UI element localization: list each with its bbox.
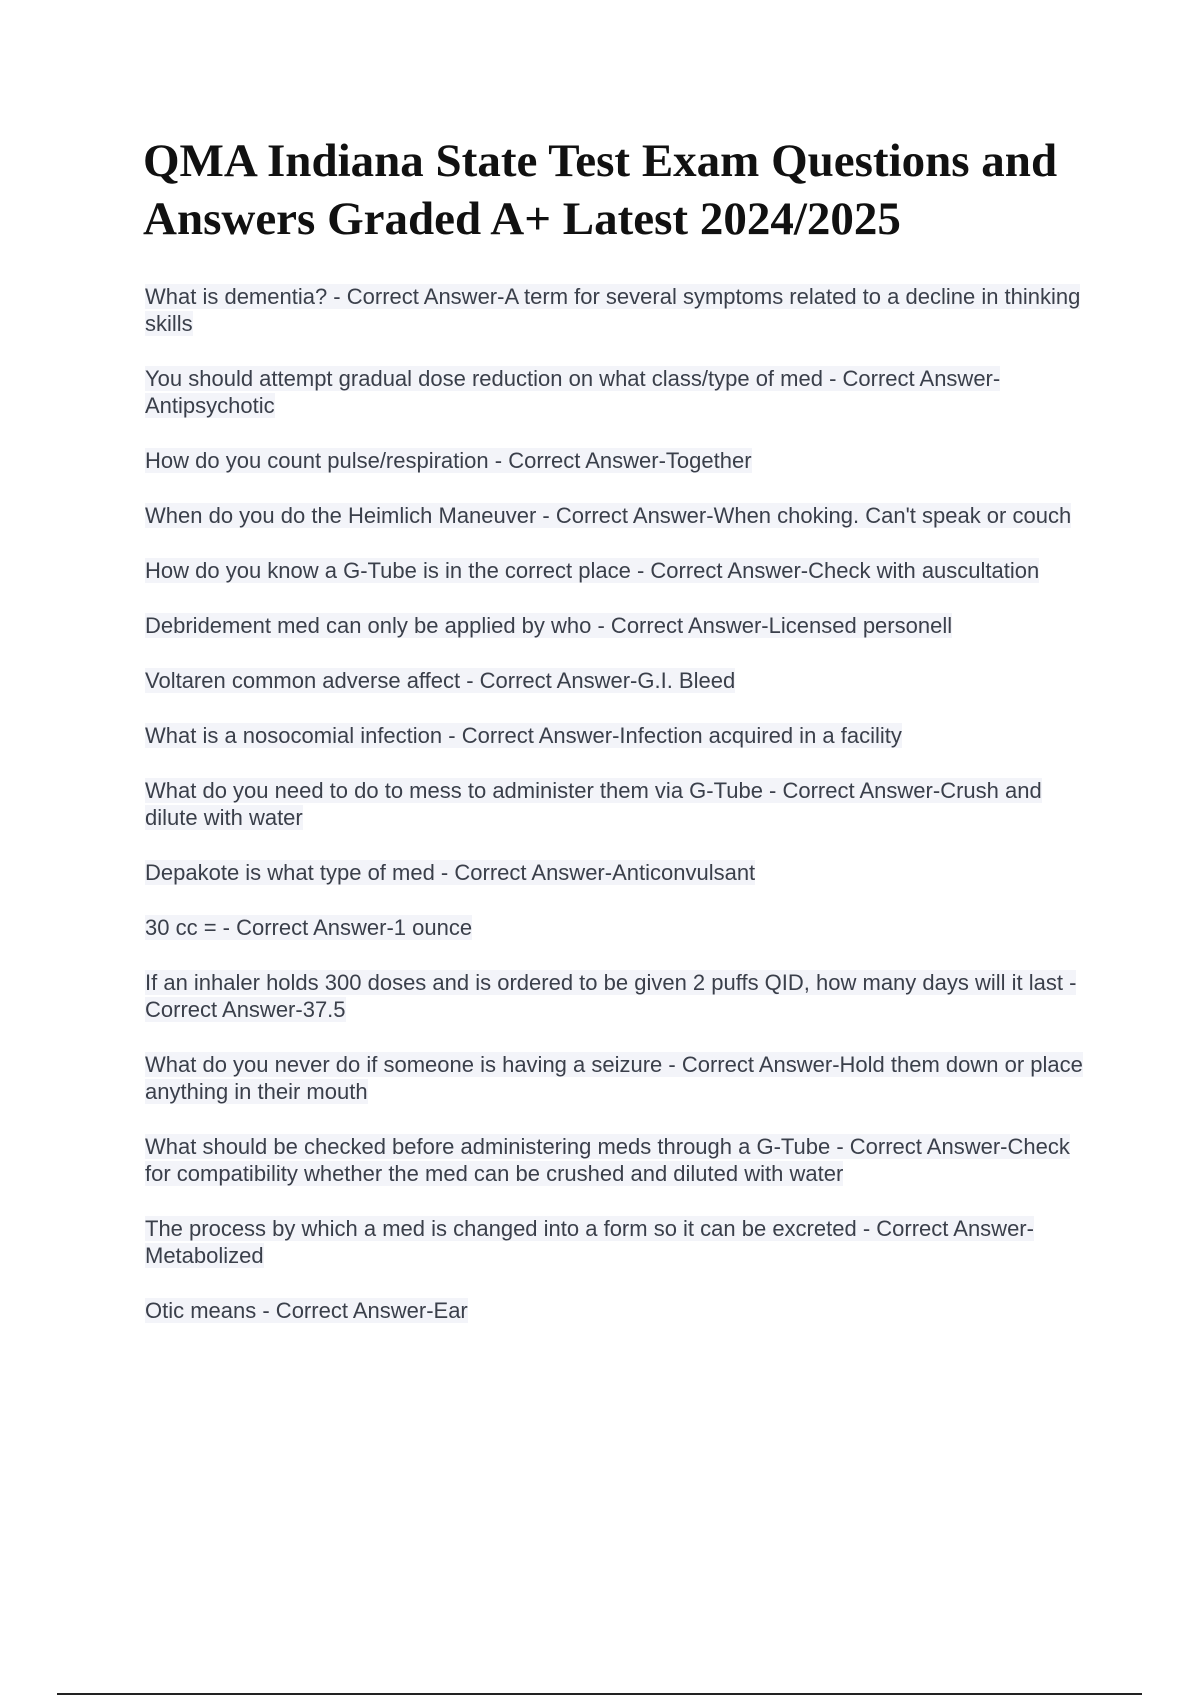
- qa-item: [145, 447, 1100, 474]
- qa-text: Voltaren common adverse affect - Correct Answer-G.I. Bleed: [145, 668, 736, 693]
- page-bottom-rule: [57, 1693, 1142, 1695]
- qa-item: [145, 914, 1100, 941]
- qa-text: How do you know a G-Tube is in the correct place - Correct Answer-Check with auscultation: [145, 558, 1040, 583]
- qa-item: [145, 777, 1100, 831]
- qa-text: What should be checked before administering meds through a G-Tube - Correct Answer-Check for compatibility whether the med can be crushed and diluted with water: [145, 1134, 1070, 1186]
- qa-item: [145, 1297, 1100, 1324]
- qa-item: [145, 667, 1100, 694]
- question-answer-list: [145, 283, 1100, 1352]
- qa-text: If an inhaler holds 300 doses and is ordered to be given 2 puffs QID, how many days will it last - Correct Answer-37.5: [145, 970, 1077, 1022]
- qa-text: Otic means - Correct Answer-Ear: [145, 1298, 468, 1323]
- qa-item: [145, 557, 1100, 584]
- qa-text: How do you count pulse/respiration - Correct Answer-Together: [145, 448, 752, 473]
- qa-item: [145, 1215, 1100, 1269]
- qa-item: [145, 283, 1100, 337]
- qa-item: [145, 502, 1100, 529]
- qa-text: Debridement med can only be applied by who - Correct Answer-Licensed personell: [145, 613, 953, 638]
- qa-text: 30 cc = - Correct Answer-1 ounce: [145, 915, 473, 940]
- qa-item: [145, 722, 1100, 749]
- qa-text: You should attempt gradual dose reduction on what class/type of med - Correct Answer-Antipsychotic: [145, 366, 1001, 418]
- qa-item: [145, 612, 1100, 639]
- qa-text: What do you never do if someone is having a seizure - Correct Answer-Hold them down or place anything in their mouth: [145, 1052, 1083, 1104]
- qa-item: [145, 859, 1100, 886]
- qa-text: Depakote is what type of med - Correct Answer-Anticonvulsant: [145, 860, 756, 885]
- qa-text: What is dementia? - Correct Answer-A term for several symptoms related to a decline in thinking skills: [145, 284, 1081, 336]
- qa-item: [145, 365, 1100, 419]
- qa-text: When do you do the Heimlich Maneuver - Correct Answer-When choking. Can't speak or couch: [145, 503, 1072, 528]
- qa-text: What is a nosocomial infection - Correct Answer-Infection acquired in a facility: [145, 723, 902, 748]
- qa-item: [145, 969, 1100, 1023]
- qa-item: [145, 1051, 1100, 1105]
- qa-item: [145, 1133, 1100, 1187]
- qa-text: What do you need to do to mess to administer them via G-Tube - Correct Answer-Crush and dilute with water: [145, 778, 1042, 830]
- document-title: QMA Indiana State Test Exam Questions and Answers Graded A+ Latest 2024/2025: [143, 135, 1058, 245]
- qa-text: The process by which a med is changed into a form so it can be excreted - Correct Answer-Metabolized: [145, 1216, 1034, 1268]
